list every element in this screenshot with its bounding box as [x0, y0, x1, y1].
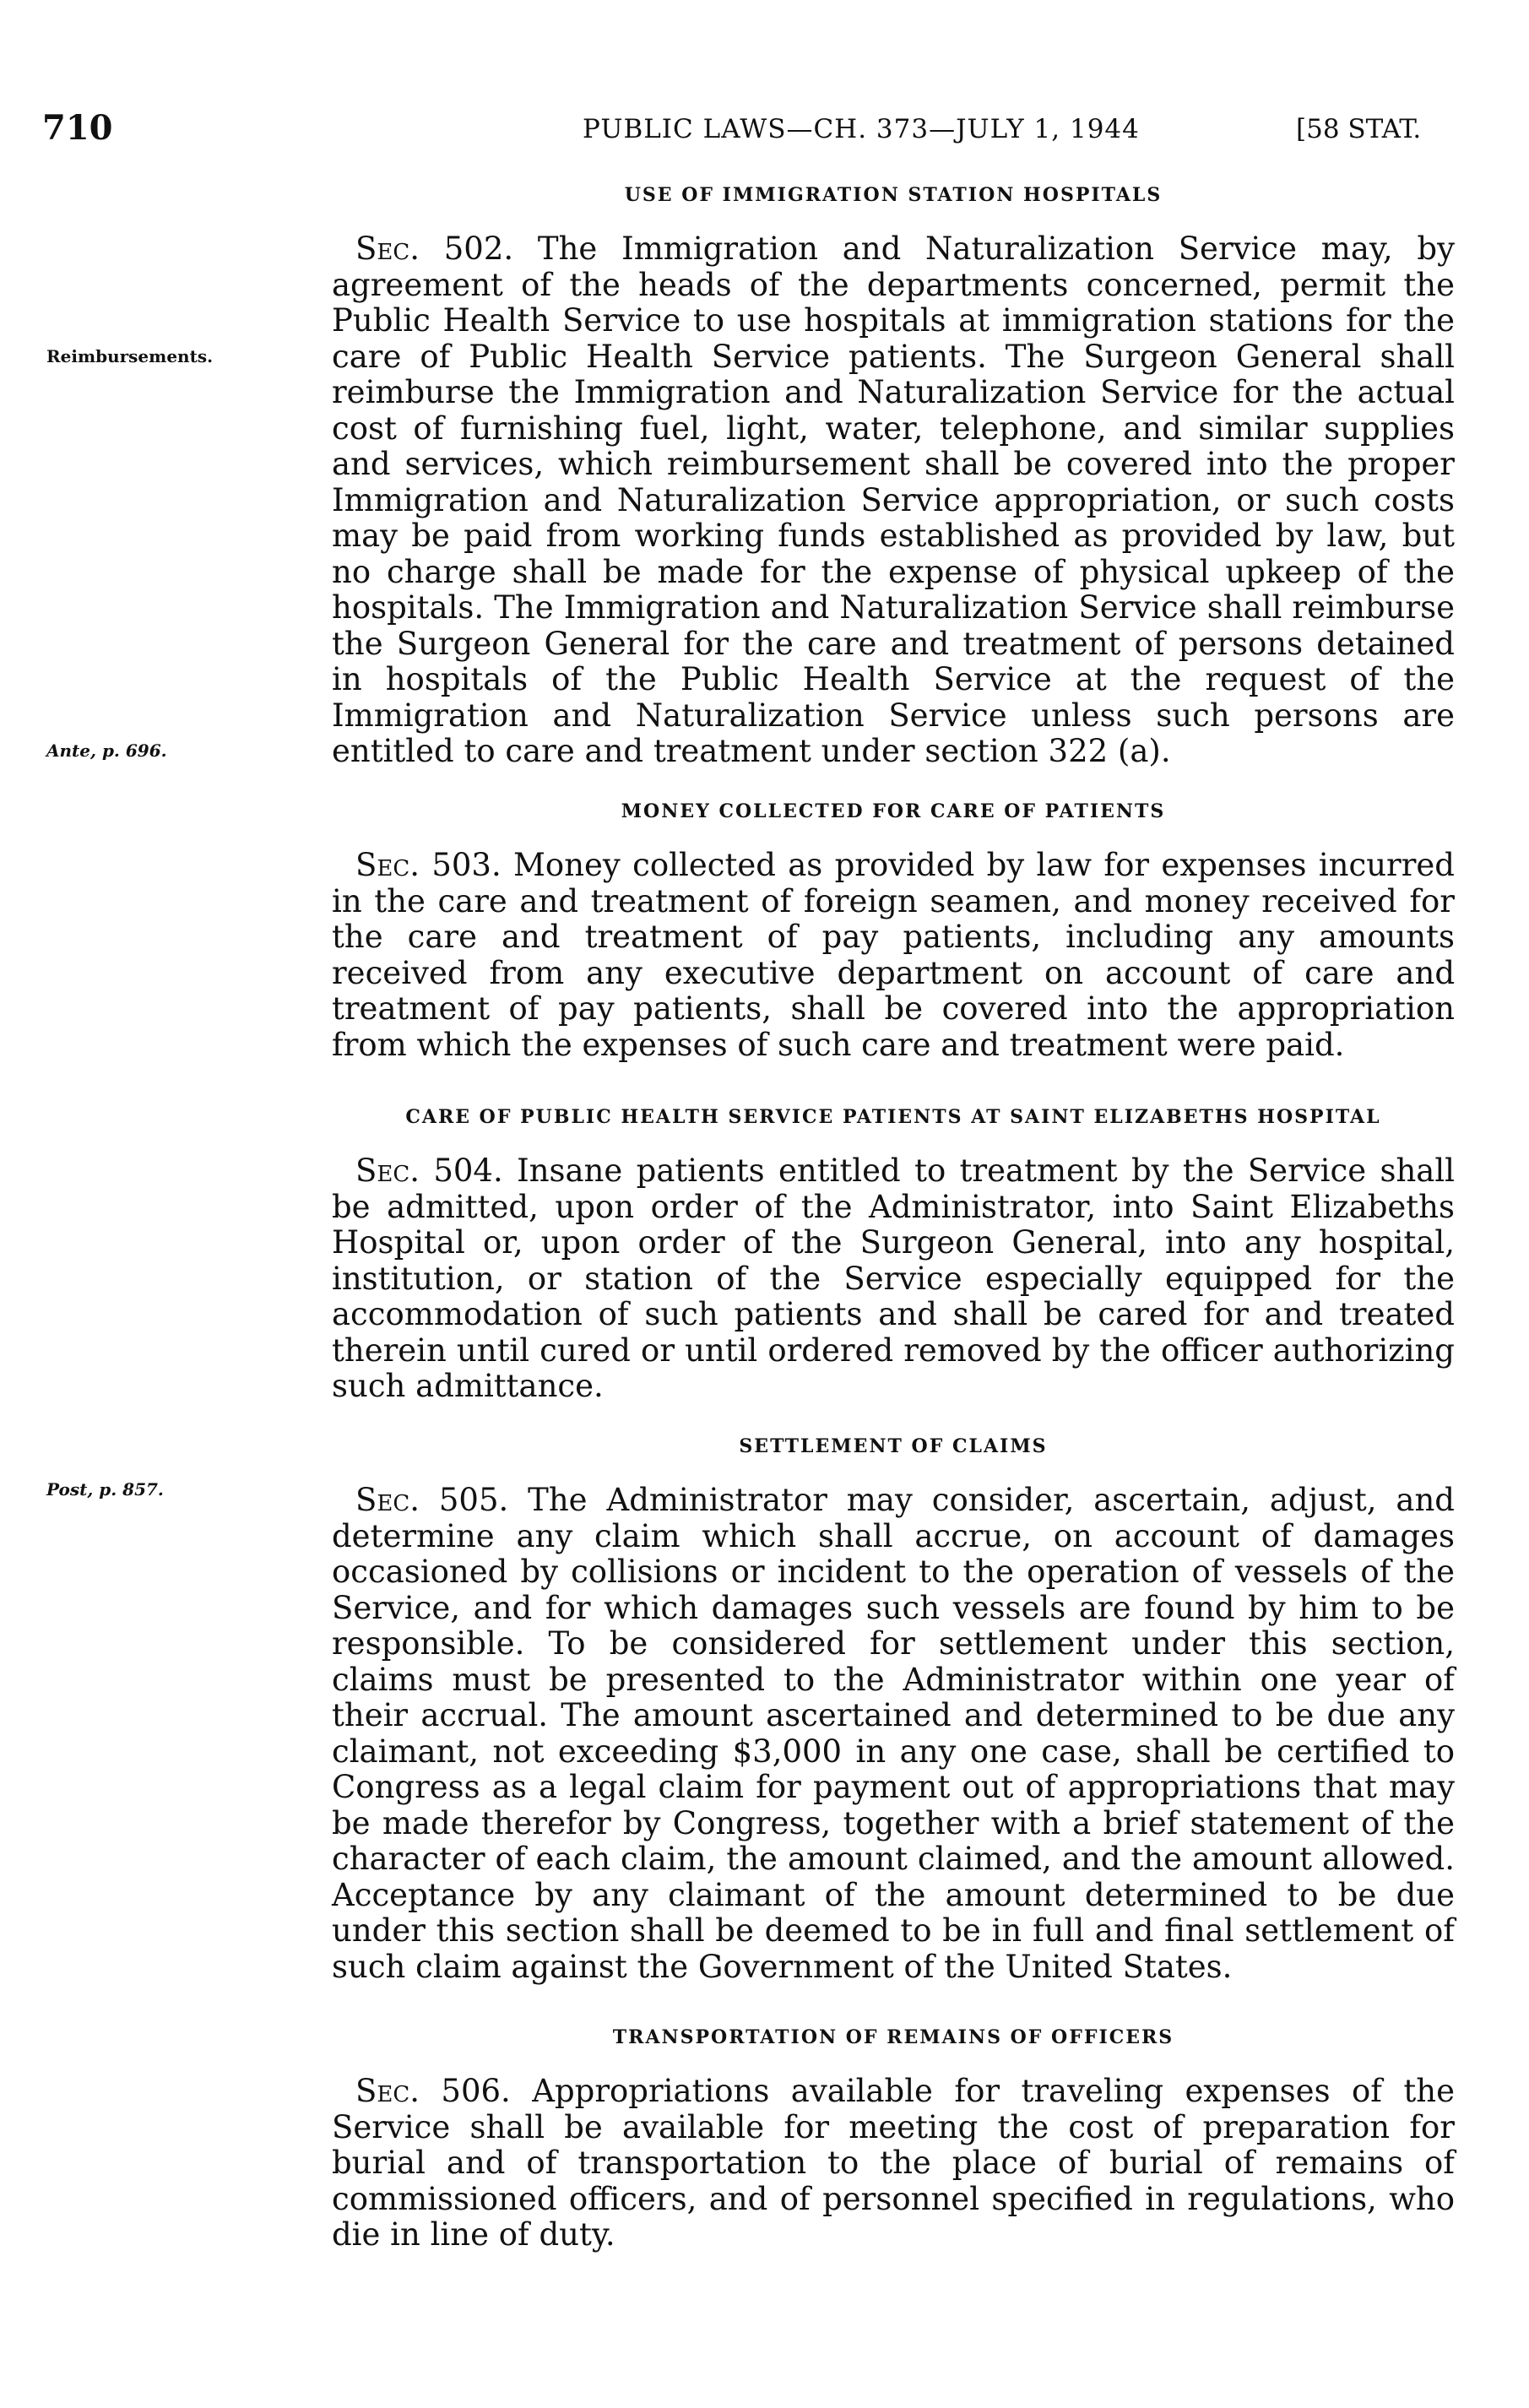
section-paragraph [332, 2074, 1455, 2253]
section-504 [332, 1106, 1455, 1405]
section-text: The Immigration and Naturalization Service may, by agreement of the heads of the departments concerned, permit the Public Health Service to use hospitals at immigration stations for the care of Public Health Service patients. The Surgeon General shall reimburse the Immigration and Naturalization Service for the actual cost of furnishing fuel, light, water, telephone, and similar supplies and services, which reimbursement shall be covered into the proper Immigration and Naturalization Service appropriation, or such costs may be paid from working funds established as provided by law, but no charge shall be made for the expense of physical upkeep of the hospitals. The Immigration and Naturalization Service shall reimburse the Surgeon General for the care and treatment of persons detained in hospitals of the Public Health Service at the request of the Immigration and Naturalization Service unless such persons are entitled to care and treatment under section 322 (a). [332, 230, 1455, 769]
section-paragraph [332, 848, 1455, 1063]
margin-note-post: Post, p. 857. [46, 1479, 164, 1500]
section-506 [332, 2026, 1455, 2253]
section-number: Sec. 505. [355, 1482, 509, 1518]
section-heading: MONEY COLLECTED FOR CARE OF PATIENTS [621, 800, 1166, 822]
running-title: PUBLIC LAWS—CH. 373—JULY 1, 1944 [583, 114, 1140, 144]
section-heading: SETTLEMENT OF CLAIMS [739, 1435, 1048, 1457]
section-text: Insane patients entitled to treatment by the Service shall be admitted, upon order of the Administrator, into Saint Elizabeths Hospital or, upon order of the Surgeon General, into any hospital, institution, or station of the Service especially equipped for the accommodation of such patients and shall be cared for and treated therein until cured or until ordered removed by the officer authorizing such admittance. [332, 1152, 1456, 1404]
statute-reference: [58 STAT. [1296, 114, 1422, 144]
section-502 [332, 184, 1455, 770]
section-paragraph [332, 1483, 1455, 1985]
margin-note-ante: Ante, p. 696. [46, 740, 167, 761]
section-text: Money collected as provided by law for expenses incurred in the care and treatment of foreign seamen, and money received for the care and treatment of pay patients, including any amounts received from any executive department on account of care and treatment of pay patients, shall be covered into the appropriation from which the expenses of such care and treatment were paid. [332, 847, 1455, 1063]
section-number: Sec. 503. [355, 847, 502, 883]
section-503 [332, 800, 1455, 1063]
section-paragraph [332, 1153, 1455, 1405]
section-505 [332, 1435, 1455, 1985]
margin-note-reimbursements: Reimbursements. [46, 346, 214, 366]
section-number: Sec. 502. [355, 230, 514, 267]
page-number: 710 [42, 108, 113, 148]
section-text: Appropriations available for traveling expenses of the Service shall be available for meeting the cost of preparation for burial and of transportation to the place of burial of remains of commissioned officers, and of personnel specified in regulations, who die in line of duty. [332, 2073, 1455, 2253]
section-heading: CARE OF PUBLIC HEALTH SERVICE PATIENTS AT SAINT ELIZABETHS HOSPITAL [405, 1106, 1381, 1128]
section-heading: USE OF IMMIGRATION STATION HOSPITALS [624, 184, 1163, 206]
section-paragraph [332, 231, 1455, 770]
section-heading: TRANSPORTATION OF REMAINS OF OFFICERS [612, 2026, 1174, 2048]
section-text: The Administrator may consider, ascertain, adjust, and determine any claim which shall accrue, on account of damages occasioned by collisions or incident to the operation of vessels of the Service, and for which damages such vessels are found by him to be responsible. To be considered for settlement under this section, claims must be presented to the Administrator within one year of their accrual. The amount ascertained and determined to be due any claimant, not exceeding $3,000 in any one case, shall be certified to Congress as a legal claim for payment out of appropriations that may be made therefor by Congress, together with a brief statement of the character of each claim, the amount claimed, and the amount allowed. Acceptance by any claimant of the amount determined to be due under this section shall be deemed to be in full and final settlement of such claim against the Government of the United States. [332, 1482, 1455, 1985]
section-number: Sec. 504. [355, 1152, 503, 1189]
section-number: Sec. 506. [355, 2073, 511, 2109]
